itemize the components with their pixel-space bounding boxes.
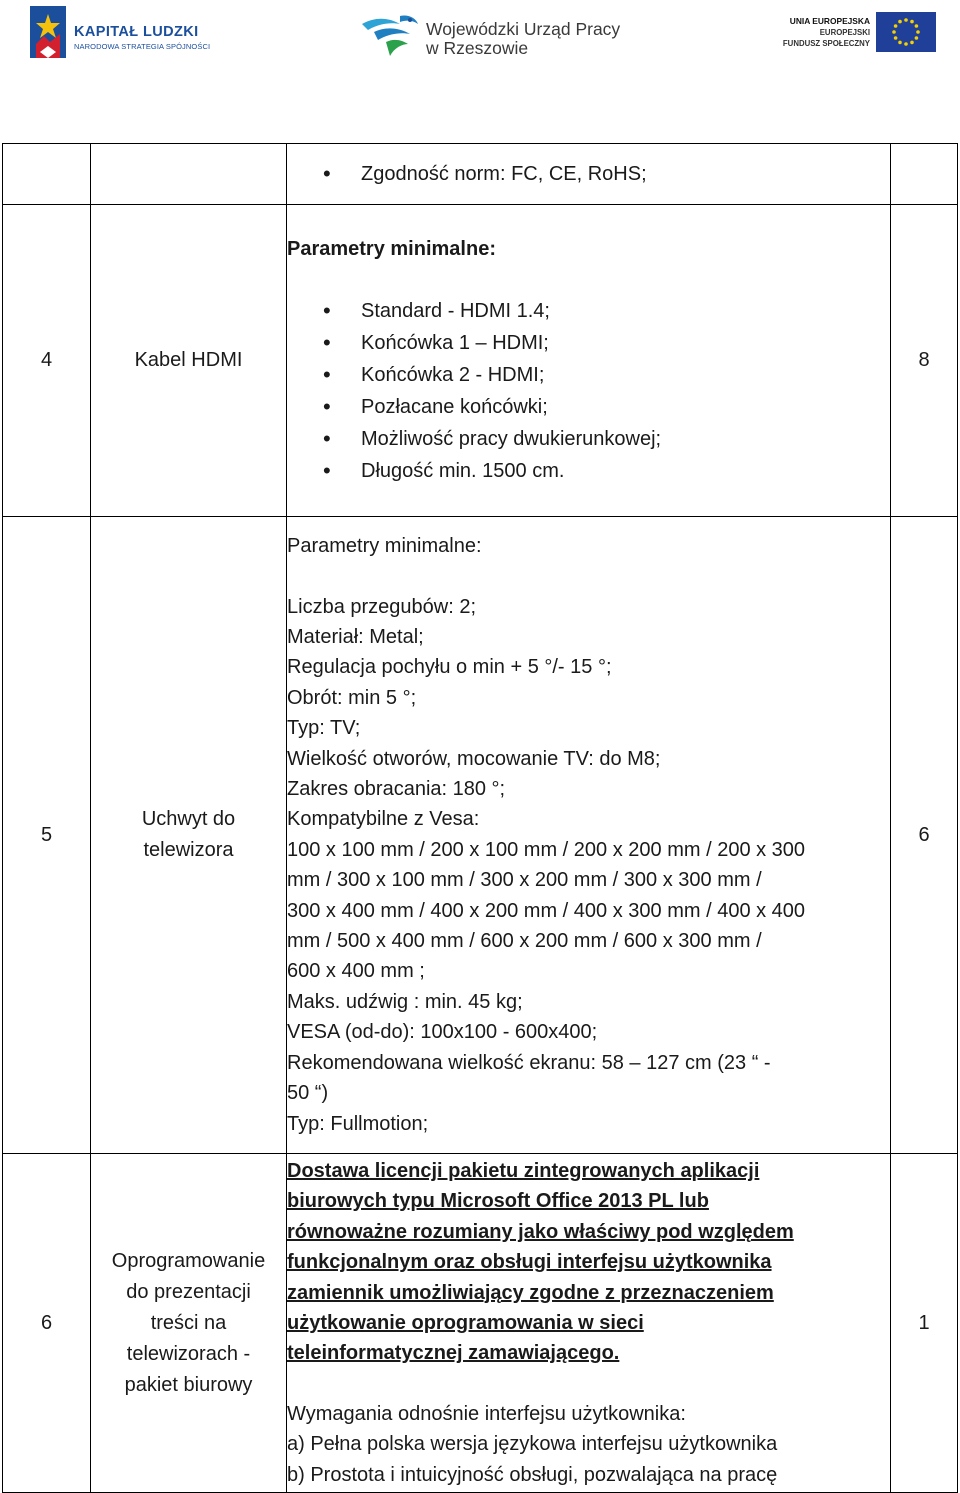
table-row [3,517,958,1154]
name-line: telewizorach - [126,1342,251,1365]
param-line: Maks. udźwig : min. 45 kg; [287,990,523,1013]
name-cell [91,517,287,1154]
param-line: 600 x 400 mm ; [287,960,425,983]
table-row [3,205,958,517]
list-item: • Zgodność norm: FC, CE, RoHS; [287,158,890,190]
wup-name-line2: w Rzeszowie [426,38,529,58]
param-line: mm / 300 x 100 mm / 300 x 200 mm / 300 x 300 mm / [287,869,762,892]
eu-name: UNIA EUROPEJSKA [789,16,870,26]
eu-efs-text [783,16,870,49]
param-line: 300 x 400 mm / 400 x 200 mm / 400 x 300 mm / 400 x 400 [287,899,806,922]
param-line: Typ: TV; [287,717,361,740]
wup-logo [360,10,620,62]
param-line: Liczba przegubów: 2; [287,595,477,618]
params-list [287,592,890,1139]
ui-requirements [287,1399,890,1490]
license-line: teleinformatycznej zamawiającego. [287,1342,620,1365]
param-line: Wielkość otworów, mocowanie TV: do M8; [287,747,661,770]
name-cell: Kabel HDMI [91,205,287,517]
qty-cell: 6 [891,517,958,1154]
param-line: 50 “) [287,1082,329,1105]
list-item: • Długość min. 1500 cm. [287,455,890,487]
kapital-ludzki-subtitle: NARODOWA STRATEGIA SPÓJNOŚCI [74,42,211,51]
qty-cell [891,144,958,205]
qty-cell: 8 [891,205,958,517]
desc-cell [287,1154,891,1493]
param-line: VESA (od-do): 100x100 - 600x400; [287,1021,598,1044]
bullet-list [287,158,890,190]
wup-name-line1: Wojewódzki Urząd Pracy [426,19,621,39]
params-heading: Parametry minimalne: [287,238,496,261]
requirement-line: Wymagania odnośnie interfejsu użytkownika: [287,1402,686,1425]
license-line: równoważne rozumiany jako właściwy pod względem [287,1220,794,1243]
param-line: Zakres obracania: 180 °; [287,778,506,801]
desc-cell [287,517,891,1154]
param-line: 100 x 100 mm / 200 x 100 mm / 200 x 200 mm / 200 x 300 [287,838,806,861]
name-cell [91,1154,287,1493]
list-item: • Końcówka 1 – HDMI; [287,327,890,359]
eu-efs-logo [782,12,936,54]
requirement-line: a) Pełna polska wersja językowa interfejsu użytkownika [287,1433,778,1456]
name-line: Oprogramowanie [111,1249,266,1272]
num-cell: 6 [3,1154,91,1493]
params-heading: Parametry minimalne: [287,535,482,558]
num-cell [3,144,91,205]
kapital-ludzki-title: KAPITAŁ LUDZKI [74,24,199,40]
license-description [287,1156,890,1369]
param-line: mm / 500 x 400 mm / 600 x 200 mm / 600 x 300 mm / [287,930,762,953]
name-line: do prezentacji [126,1280,251,1303]
param-line: Obrót: min 5 °; [287,686,417,709]
name-line: treści na [150,1311,227,1334]
table-row [3,1154,958,1493]
list-item: • Końcówka 2 - HDMI; [287,359,890,391]
eu-flag-icon [876,12,936,52]
desc-cell [287,205,891,517]
license-line: zamiennik umożliwiający zgodne z przeznaczeniem [287,1281,774,1304]
name-line: telewizora [143,839,234,861]
list-item: • Możliwość pracy dwukierunkowej; [287,423,890,455]
license-line: Dostawa licencji pakietu zintegrowanych aplikacji [287,1159,760,1182]
param-line: Typ: Fullmotion; [287,1112,429,1135]
license-line: biurowych typu Microsoft Office 2013 PL lub [287,1190,709,1213]
table-row [3,144,958,205]
qty-cell: 1 [891,1154,958,1493]
param-line: Regulacja pochyłu o min + 5 °/- 15 °; [287,656,612,679]
bullet-list [287,295,890,487]
page-header [0,0,960,80]
num-cell: 4 [3,205,91,517]
param-line: Rekomendowana wielkość ekranu: 58 – 127 cm (23 “ - [287,1051,771,1074]
license-line: użytkowanie oprogramowania w sieci [287,1312,644,1334]
specification-table [2,143,958,1493]
kapital-ludzki-emblem-icon [30,6,66,58]
list-item: • Standard - HDMI 1.4; [287,295,890,327]
desc-cell [287,144,891,205]
efs-name-line2: FUNDUSZ SPOŁECZNY [782,39,870,48]
param-line: Materiał: Metal; [287,626,424,648]
efs-name-line1: EUROPEJSKI [819,28,870,37]
requirement-line: b) Prostota i intuicyjność obsługi, pozwalająca na pracę [287,1463,778,1486]
license-line: funkcjonalnym oraz obsługi interfejsu użytkownika [287,1251,772,1274]
num-cell: 5 [3,517,91,1154]
name-cell [91,144,287,205]
param-line: Kompatybilne z Vesa: [287,808,480,831]
wup-bird-icon [360,10,420,62]
name-line: Uchwyt do [141,808,236,830]
kapital-ludzki-logo [28,6,211,62]
list-item: • Pozłacane końcówki; [287,391,890,423]
name-line: pakiet biurowy [124,1373,253,1396]
